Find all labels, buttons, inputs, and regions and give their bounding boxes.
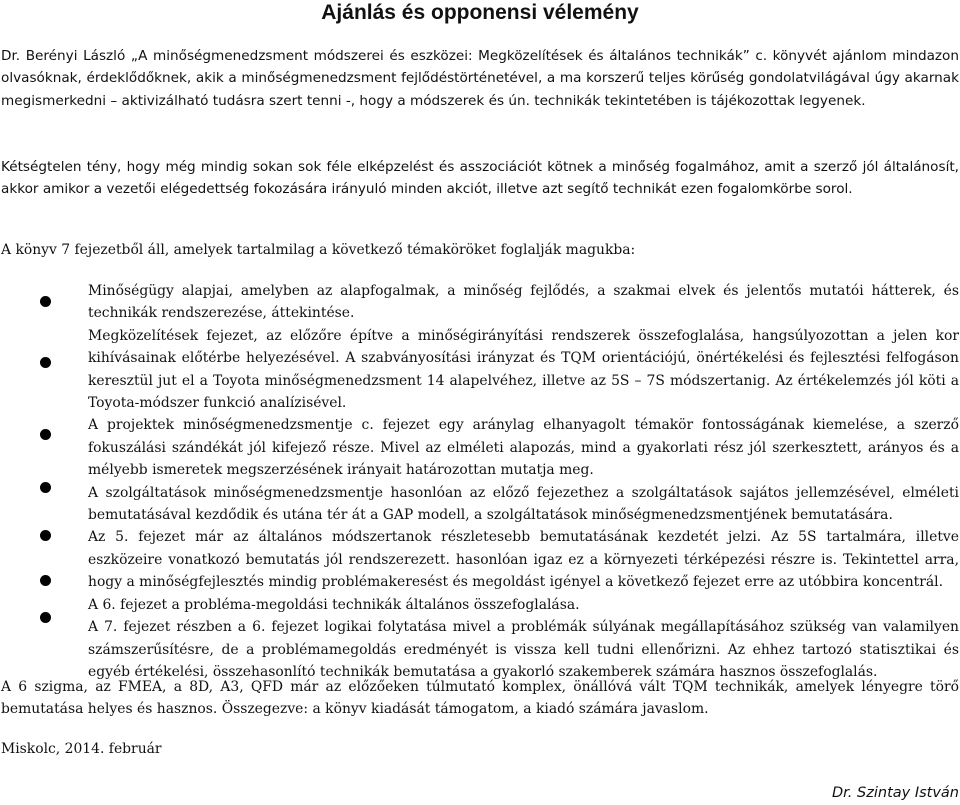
chapter-item: A projektek minőségmenedzsmentje c. fejezet egy aránylag elhanyagolt témakör fontosságának kiemelése, a szerző fokuszálási szándékát jól kifejező része. Mivel az elméleti alapozás, mind a gyakorlati rész jól szerkesztett, arányos és a mélyebb ismeretek megszerzésének irányait határozottan mutatja meg. xyxy=(88,417,959,479)
chapter-item: A szolgáltatások minőségmenedzsmentje hasonlóan az előző fejezethez a szolgáltatások sajátos jellemzésével, elméleti bemutatásával kezdődik és utána tér át a GAP modell, a szolgáltatások minőségmenedzsmentjének bemutatására. xyxy=(88,484,959,524)
chapter-item: Minőségügy alapjai, amelyben az alapfogalmak, a minőség fejlődés, a szakmai elvek és jelentős mutatói hátterek, és technikák rendszerezése, áttekintése. xyxy=(88,283,959,322)
signature: Dr. Szintay István xyxy=(832,785,959,801)
chapter-item: Az 5. fejezet már az általános módszertanok részletesebb bemutatásának kezdetét jelzi. Az 5S tartalmára, illetve eszközeire vonatkozó bemutatás jól rendszerezett. hasonlóan igaz ez a környezeti térképezési részre is. Tekintettel arra, hogy a minőségfejlesztés mindig problémakeresést és megoldást igényel a következő fejezet erre az utóbbira koncentrál. xyxy=(88,529,959,591)
bullet-icon xyxy=(40,429,51,440)
chapters-intro-paragraph: A könyv 7 fejezetből áll, amelyek tartalmilag a következő témaköröket foglalják magukba: xyxy=(1,242,636,258)
bullet-icon xyxy=(40,357,51,368)
chapter-list xyxy=(88,280,959,683)
bullet-icon xyxy=(40,612,51,623)
summary-paragraph: A 6 szigma, az FMEA, a 8D, A3, QFD már az előzőeken túlmutató komplex, önállóvá vált TQM technikák, amelyek lényegre törő bemutatása helyes és hasznos. Összegezve: a könyv kiadását támogatom, a kiadó számára javaslom. xyxy=(1,679,959,718)
chapter-item: A 7. fejezet részben a 6. fejezet logikai folytatása mivel a problémák súlyának megállapításához szükség van valamilyen számszerűsítésre, de a problémamegoldás eredményét is vissza kell tudni ellenőrizni. Az ehhez tartozó statisztikai és egyéb értékelési, összehasonlító technikák bemutatása a gyakorló szakemberek számára hasznos összefoglalás. xyxy=(88,619,959,680)
bullet-icon xyxy=(40,530,51,541)
intro-paragraph: Dr. Berényi László „A minőségmenedzsment módszerei és eszközei: Megközelítések és általános technikák” c. könyvét ajánlom mindazon olvasóknak, érdeklődőknek, akik a minőségmenedzsment fejlődéstörténetével, a ma korszerű teljes körűség gondolatvilágával úgy akarnak megismerkedni – aktivizálható tudásra szert tenni -, hogy a módszerek és ún. technikák tekintetében is tájékozottak legyenek. xyxy=(1,48,959,109)
bullet-icon xyxy=(40,575,51,586)
fact-paragraph: Kétségtelen tény, hogy még mindig sokan sok féle elképzelést és asszociációt kötnek a minőség fogalmához, amit a szerző jól általánosít, akkor amikor a vezetői elégedettség fokozására irányuló minden akciót, illetve azt segítő technikát ezen fogalomkörbe sorol. xyxy=(1,159,959,198)
date-line: Miskolc, 2014. február xyxy=(1,741,162,757)
chapter-item: A 6. fejezet a probléma-megoldási technikák általános összefoglalása. xyxy=(88,596,580,613)
document-title: Ajánlás és opponensi vélemény xyxy=(321,1,639,24)
bullet-icon xyxy=(40,296,51,307)
bullet-icon xyxy=(40,482,51,493)
chapter-item: Megközelítések fejezet, az előzőre építve a minőségirányítási rendszerek összefoglalása, hangsúlyozottan a jelen kor kihívásainak előtérbe helyezésével. A szabványosítási irányzat és TQM orientációjú, önértékelési és fejlesztési felfogáson keresztül jut el a Toyota minőségmenedzsment 14 alapelvéhez, illetve az 5S – 7S módszertanig. Az értékelemzés jól köti a Toyota-módszer funkció analízisével. xyxy=(88,327,959,412)
